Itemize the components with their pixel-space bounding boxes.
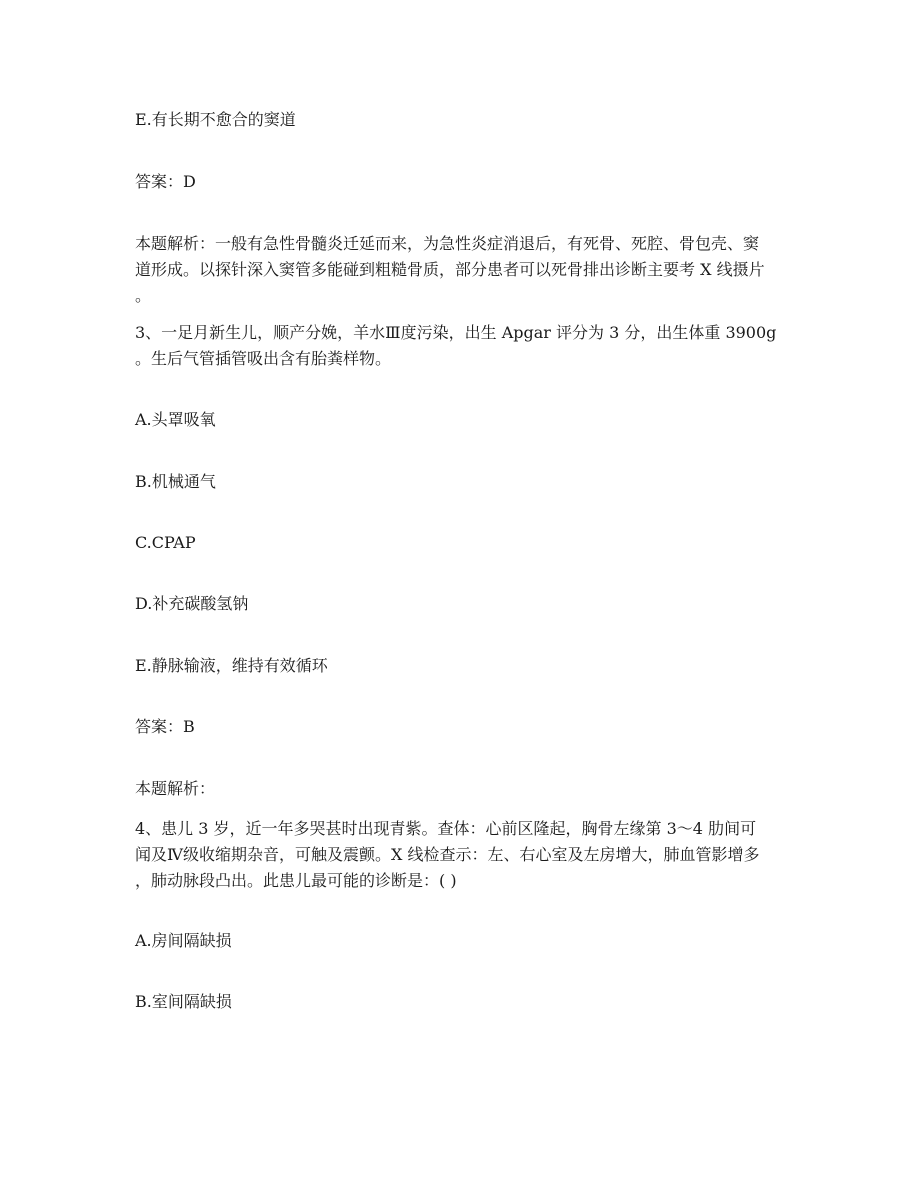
q2-explanation-line: 道形成。以探针深入窦管多能碰到粗糙骨质，部分患者可以死骨排出诊断主要考 X 线摄片 [135,260,765,279]
q4-stem-line: ，肺动脉段凸出。此患儿最可能的诊断是：( ) [135,871,457,890]
q3-stem-line: 3、一足月新生儿，顺产分娩，羊水Ⅲ度污染，出生 Apgar 评分为 3 分，出生体重 3900g [135,323,777,342]
q3-stem [135,320,785,372]
q3-stem-line: 。生后气管插管吸出含有胎粪样物。 [135,349,392,368]
q4-stem [135,816,785,894]
q3-option-d: D.补充碳酸氢钠 [135,594,249,613]
q4-option-b: B.室间隔缺损 [135,992,232,1011]
q2-option-e: E.有长期不愈合的窦道 [135,110,296,129]
q2-explanation-line: 本题解析：一般有急性骨髓炎迁延而来，为急性炎症消退后，有死骨、死腔、骨包壳、窦 [135,234,760,253]
q2-explanation-line: 。 [135,286,152,305]
q3-option-e: E.静脉输液，维持有效循环 [135,656,328,675]
q4-stem-line: 4、患儿 3 岁，近一年多哭甚时出现青紫。查体：心前区隆起，胸骨左缘第 3～4 肋间可 [135,819,757,838]
q2-explanation [135,231,785,309]
q3-explanation: 本题解析： [135,779,216,798]
q3-option-b: B.机械通气 [135,472,216,491]
q3-option-c: C.CPAP [135,533,196,552]
q3-option-a: A.头罩吸氧 [135,410,216,429]
q2-answer: 答案：D [135,172,196,191]
q4-stem-line: 闻及Ⅳ级收缩期杂音，可触及震颤。X 线检查示：左、右心室及左房增大，肺血管影增多 [135,845,760,864]
q3-answer: 答案：B [135,717,195,736]
q4-option-a: A.房间隔缺损 [135,931,232,950]
